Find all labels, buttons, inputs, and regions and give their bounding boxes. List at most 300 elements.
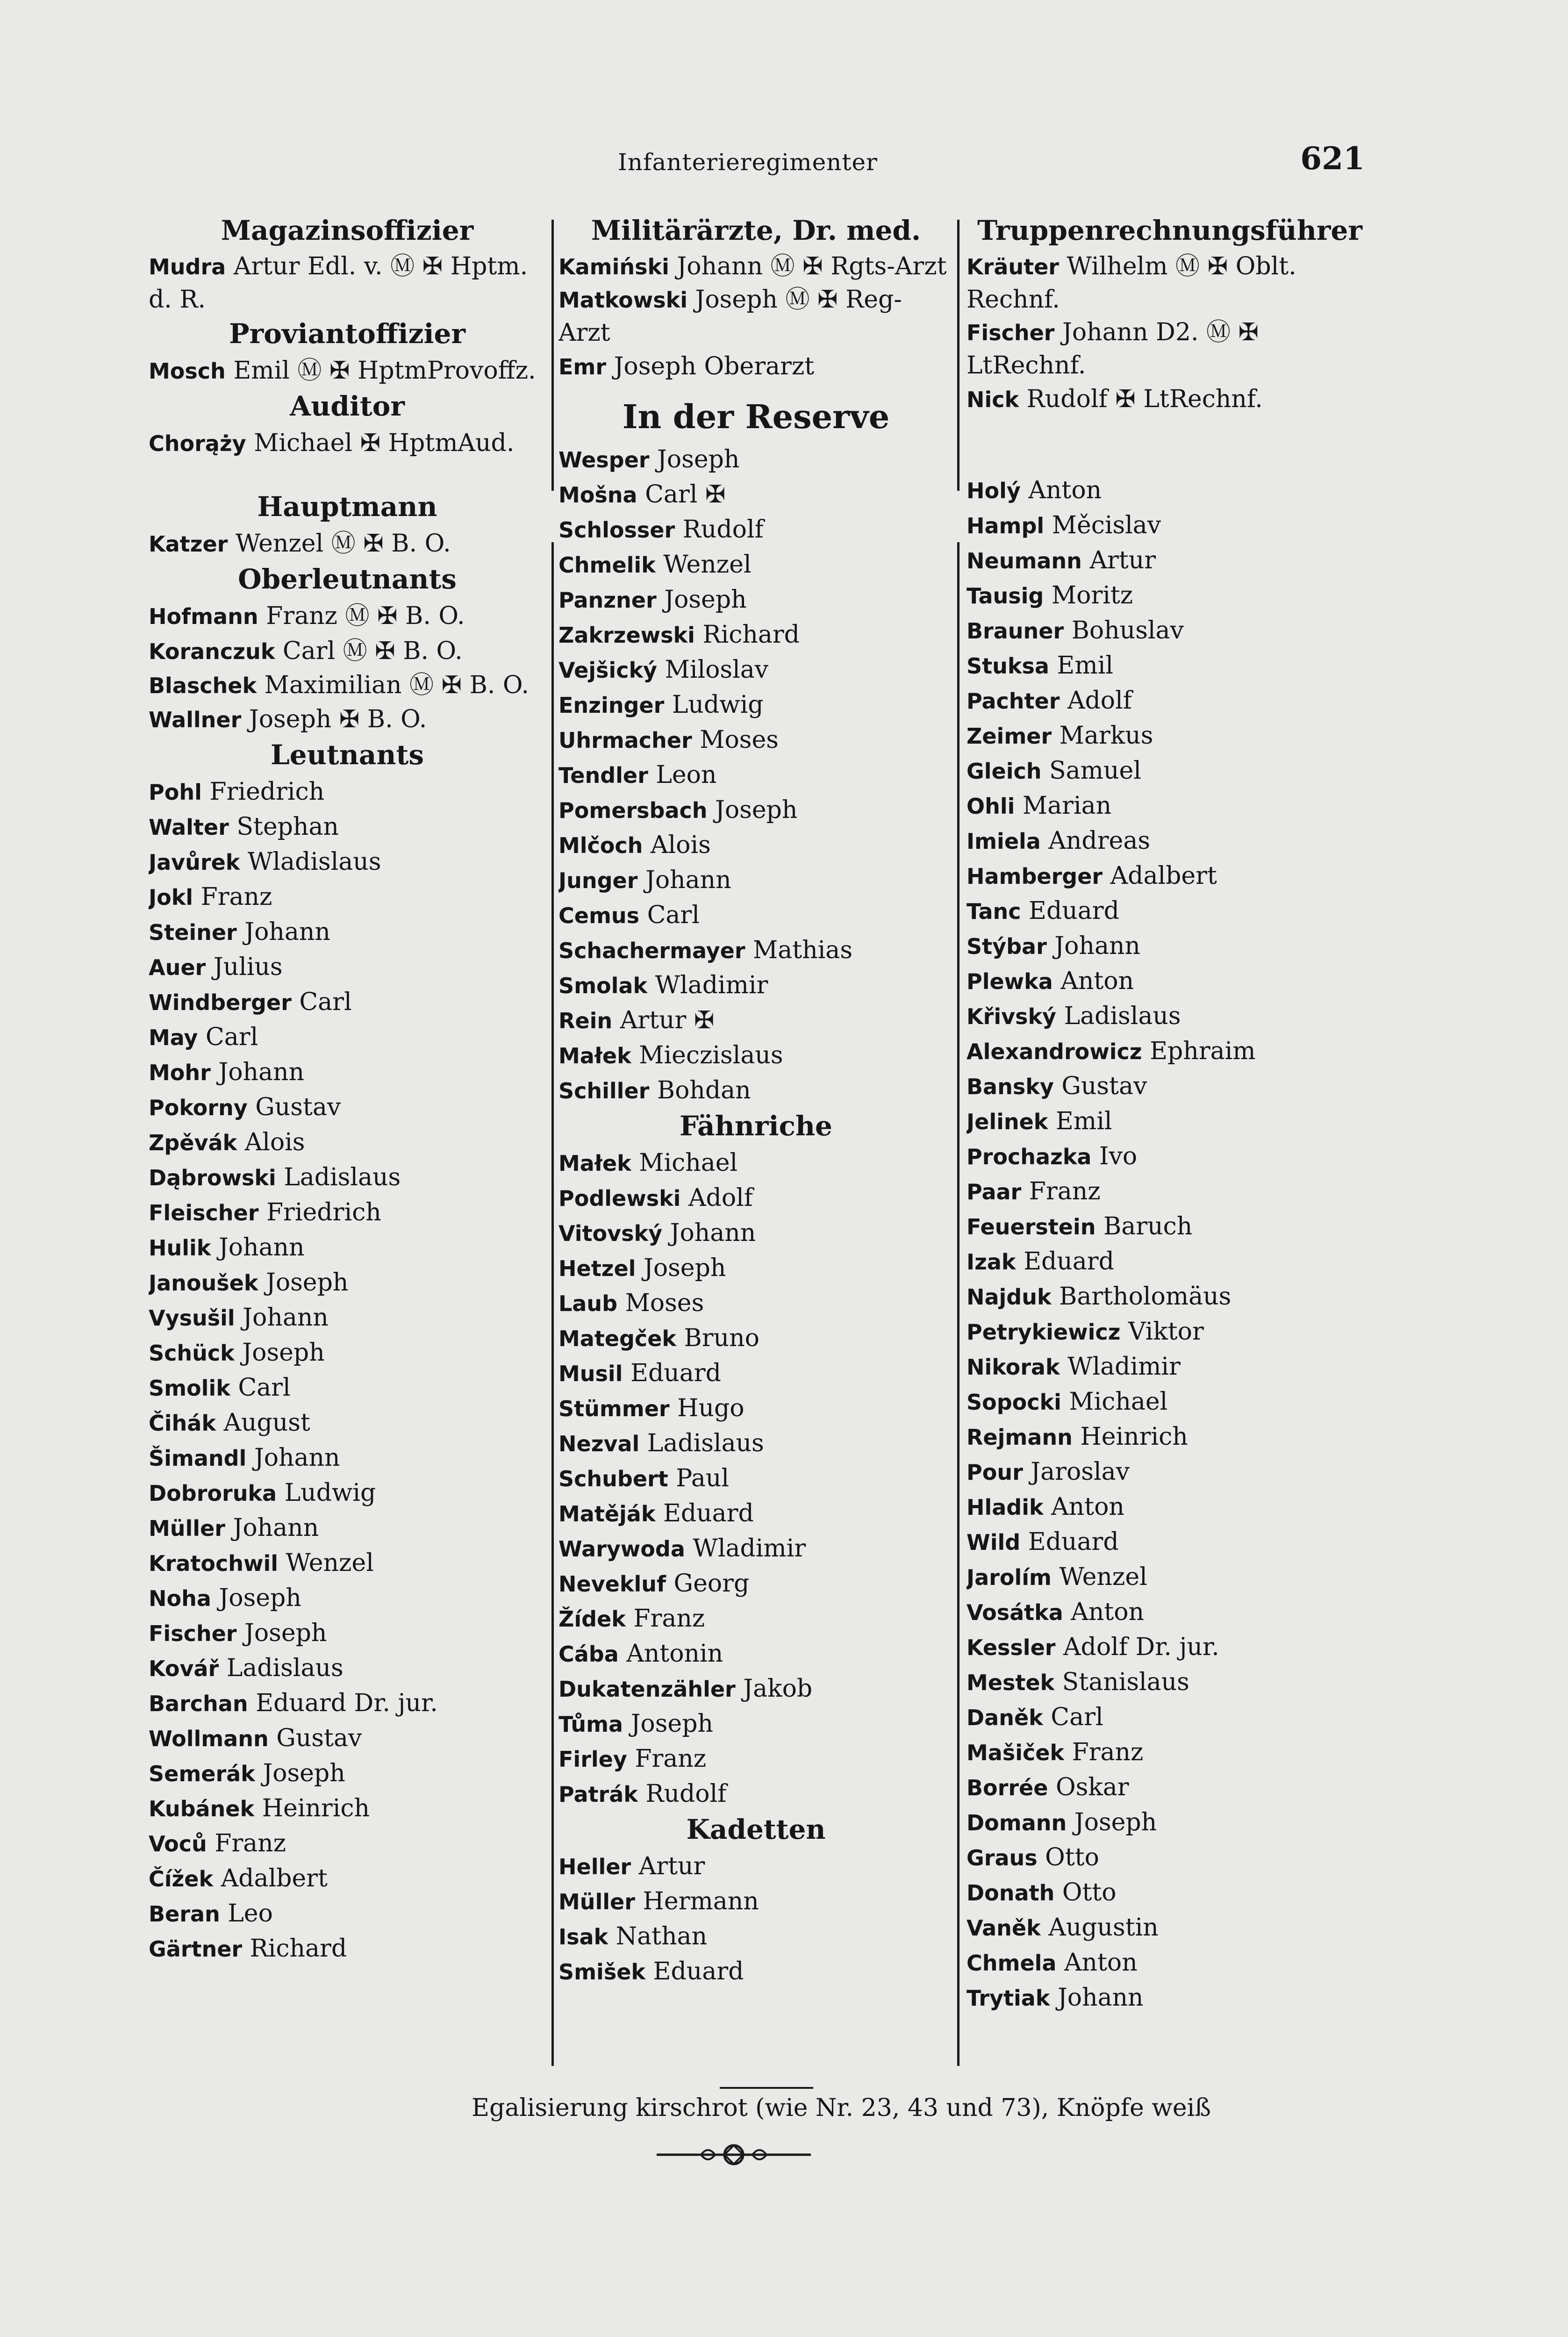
given-name: Michael — [1069, 1388, 1168, 1416]
roster-entry — [149, 950, 546, 985]
roster-entry — [149, 1090, 546, 1125]
surname: Katzer — [149, 531, 228, 557]
roster-entry — [149, 634, 546, 669]
roster-entry — [149, 1651, 546, 1686]
surname: Nikorak — [967, 1355, 1060, 1380]
given-name: Carl — [1051, 1703, 1103, 1731]
given-name: Johann — [645, 866, 731, 894]
roster-entry — [967, 578, 1373, 613]
roster-entry — [149, 1405, 546, 1441]
section-heading: Fähnriche — [680, 1110, 832, 1142]
surname: Mašiček — [967, 1740, 1065, 1765]
roster-entry — [967, 648, 1373, 683]
surname: Schück — [149, 1341, 235, 1366]
roster-entry — [967, 1279, 1373, 1314]
given-name: Ivo — [1099, 1142, 1138, 1170]
surname: Beran — [149, 1901, 220, 1927]
surname: Semerák — [149, 1761, 255, 1786]
surname: Isak — [558, 1924, 609, 1950]
roster-entry — [967, 250, 1373, 316]
given-name: Wladislaus — [247, 848, 381, 876]
surname: Tausig — [967, 583, 1044, 609]
surname: Fleischer — [149, 1200, 259, 1226]
roster-entry — [149, 599, 546, 634]
surname: Stýbar — [967, 934, 1047, 959]
column-1 — [149, 213, 546, 1966]
given-name: Joseph — [265, 1269, 349, 1297]
given-name: Leo — [228, 1900, 273, 1928]
surname: Nevekluf — [558, 1571, 666, 1597]
surname: Žídek — [558, 1606, 626, 1632]
surname: Stümmer — [558, 1396, 670, 1421]
roster-entry — [149, 1756, 546, 1791]
surname: Smolik — [149, 1376, 230, 1401]
roster-entry — [967, 1630, 1373, 1665]
given-name: Adalbert — [1110, 862, 1217, 890]
roster-entry — [967, 382, 1373, 417]
column-2 — [558, 213, 953, 1989]
given-name: Wilhelm Ⓜ ✠ Oblt. Rechnf. — [967, 252, 1296, 314]
given-name: Maximilian Ⓜ ✠ B. O. — [264, 671, 530, 699]
column-divider — [551, 220, 554, 491]
surname: Tůma — [558, 1712, 623, 1737]
given-name: Carl ✠ — [645, 480, 726, 509]
given-name: Friedrich — [209, 778, 325, 806]
roster-entry — [149, 426, 546, 461]
surname: Schachermayer — [558, 938, 745, 963]
given-name: Moses — [700, 726, 779, 754]
given-name: Jaroslav — [1031, 1458, 1130, 1486]
surname: Junger — [558, 868, 638, 893]
roster-entry — [967, 1174, 1373, 1209]
roster-entry — [967, 1665, 1373, 1700]
roster-entry — [558, 793, 953, 828]
surname: Matěják — [558, 1501, 656, 1527]
roster-entry — [558, 1566, 953, 1601]
roster-entry — [558, 1706, 953, 1742]
roster-entry — [558, 1461, 953, 1496]
section-gap — [967, 417, 1373, 426]
roster-entry — [967, 824, 1373, 859]
roster-entry — [149, 1370, 546, 1405]
roster-entry — [149, 1791, 546, 1826]
roster-entry — [967, 753, 1373, 789]
given-name: Johann — [1057, 1984, 1144, 2012]
surname: Firley — [558, 1747, 627, 1772]
surname: Emr — [558, 354, 607, 380]
surname: Zakrzewski — [558, 623, 695, 648]
roster-entry — [558, 1003, 953, 1038]
roster-entry — [558, 547, 953, 582]
given-name: Carl Ⓜ ✠ B. O. — [282, 637, 463, 665]
given-name: Gustav — [255, 1093, 341, 1121]
surname: Koranczuk — [149, 639, 275, 664]
roster-entry — [149, 1476, 546, 1511]
surname: Izak — [967, 1249, 1016, 1275]
surname: Prochazka — [967, 1144, 1092, 1169]
roster-entry — [558, 1496, 953, 1531]
roster-entry — [149, 1265, 546, 1300]
roster-entry — [149, 1931, 546, 1966]
surname: Chmelik — [558, 552, 656, 578]
surname: Blaschek — [149, 673, 257, 698]
given-name: Hermann — [643, 1887, 759, 1915]
given-name: Paul — [676, 1464, 730, 1492]
given-name: Anton — [1028, 476, 1102, 504]
surname: Dąbrowski — [149, 1165, 276, 1190]
surname: Vysušil — [149, 1305, 235, 1331]
roster-entry — [558, 688, 953, 723]
roster-entry — [967, 894, 1373, 929]
surname: Kratochwil — [149, 1551, 279, 1576]
roster-entry — [967, 1490, 1373, 1525]
given-name: Stephan — [236, 813, 339, 841]
roster-entry — [967, 613, 1373, 648]
roster-entry — [149, 845, 546, 880]
surname: Neumann — [967, 548, 1082, 573]
roster-entry — [558, 1321, 953, 1356]
given-name: Joseph — [715, 796, 798, 824]
given-name: Joseph — [244, 1619, 327, 1647]
footer-rule — [720, 2087, 813, 2089]
roster-entry — [149, 526, 546, 561]
roster-entry — [558, 1636, 953, 1671]
roster-entry — [149, 1195, 546, 1230]
given-name: Joseph — [1074, 1808, 1157, 1836]
column-divider — [551, 542, 554, 2066]
roster-entry — [558, 477, 953, 512]
surname: Chorąży — [149, 431, 246, 456]
given-name: Ladislaus — [1064, 1002, 1181, 1030]
roster-entry — [149, 1441, 546, 1476]
given-name: Wladimir — [1067, 1353, 1181, 1381]
roster-entry — [149, 1581, 546, 1616]
given-name: Joseph — [263, 1759, 345, 1787]
given-name: Leon — [656, 761, 717, 789]
given-name: Marian — [1022, 792, 1112, 820]
roster-entry — [149, 1055, 546, 1090]
roster-entry — [558, 512, 953, 547]
given-name: Carl — [299, 988, 352, 1016]
surname: Holý — [967, 478, 1021, 503]
roster-entry — [149, 353, 546, 388]
roster-entry — [558, 723, 953, 758]
given-name: Joseph Oberarzt — [614, 352, 815, 380]
roster-entry — [558, 1849, 953, 1884]
surname: Gärtner — [149, 1936, 243, 1962]
surname: Patrák — [558, 1782, 638, 1807]
roster-entry — [967, 1875, 1373, 1910]
roster-entry — [149, 1896, 546, 1931]
roster-entry — [558, 863, 953, 898]
given-name: Heinrich — [262, 1794, 370, 1822]
roster-entry — [558, 1356, 953, 1391]
given-name: Johann D2. Ⓜ ✠ LtRechnf. — [967, 318, 1259, 380]
surname: Janoušek — [149, 1270, 258, 1296]
roster-entry — [149, 1300, 546, 1335]
roster-entry — [967, 1455, 1373, 1490]
section-heading: Hauptmann — [257, 491, 437, 523]
surname: Rein — [558, 1008, 613, 1033]
given-name: Alois — [650, 831, 711, 859]
given-name: Ludwig — [284, 1479, 376, 1507]
surname: Wild — [967, 1530, 1021, 1555]
surname: Nick — [967, 387, 1019, 412]
section-heading: Leutnants — [270, 739, 424, 771]
roster-entry — [967, 1700, 1373, 1735]
given-name: Franz — [633, 1605, 705, 1633]
given-name: Johann — [244, 918, 330, 946]
given-name: Ladislaus — [226, 1654, 344, 1682]
given-name: Samuel — [1049, 757, 1141, 785]
surname: Musil — [558, 1361, 623, 1386]
given-name: Johann — [218, 1233, 305, 1262]
given-name: Anton — [1051, 1493, 1124, 1521]
roster-entry — [967, 964, 1373, 999]
given-name: Bruno — [684, 1324, 759, 1352]
roster-entry — [558, 1601, 953, 1636]
given-name: Richard — [250, 1935, 347, 1963]
given-name: Moses — [625, 1289, 704, 1317]
given-name: Joseph ✠ B. O. — [249, 705, 427, 733]
given-name: Anton — [1064, 1949, 1138, 1977]
given-name: Johann Ⓜ ✠ Rgts-Arzt — [677, 252, 947, 280]
section-heading: Magazinsoffizier — [221, 215, 474, 246]
given-name: Wladimir — [655, 971, 768, 999]
roster-entry — [149, 1546, 546, 1581]
surname: Stuksa — [967, 653, 1049, 679]
roster-entry — [558, 1146, 953, 1181]
surname: Chmela — [967, 1950, 1057, 1976]
roster-entry — [967, 1034, 1373, 1069]
roster-entry — [967, 1384, 1373, 1419]
surname: Feuerstein — [967, 1214, 1096, 1240]
roster-entry — [149, 669, 546, 702]
given-name: Wladimir — [693, 1534, 806, 1563]
roster-entry — [967, 789, 1373, 824]
surname: Mošna — [558, 482, 637, 508]
roster-entry — [967, 859, 1373, 894]
roster-entry — [149, 1230, 546, 1265]
roster-entry — [558, 1671, 953, 1706]
roster-entry — [558, 898, 953, 933]
surname: Pohl — [149, 780, 202, 805]
section-gap — [558, 384, 953, 394]
surname: Cemus — [558, 903, 640, 928]
surname: May — [149, 1025, 198, 1050]
given-name: Friedrich — [266, 1198, 381, 1226]
surname: Tanc — [967, 899, 1021, 924]
roster-entry — [967, 1770, 1373, 1805]
roster-entry — [558, 933, 953, 968]
given-name: Franz — [215, 1829, 286, 1857]
surname: Schlosser — [558, 517, 675, 543]
roster-entry — [558, 1884, 953, 1919]
given-name: Adolf Dr. jur. — [1063, 1633, 1219, 1661]
roster-entry — [558, 1038, 953, 1073]
roster-entry — [558, 1251, 953, 1286]
section-heading: Militärärzte, Dr. med. — [591, 215, 921, 246]
surname: Trytiak — [967, 1986, 1050, 2011]
roster-entry — [149, 774, 546, 810]
given-name: Markus — [1059, 722, 1153, 750]
section-gap — [149, 461, 546, 489]
roster-entry — [967, 316, 1373, 382]
given-name: Rudolf — [682, 516, 764, 544]
given-name: Adalbert — [221, 1864, 328, 1893]
surname: Nezval — [558, 1431, 640, 1456]
given-name: Carl — [238, 1374, 291, 1402]
roster-entry — [967, 718, 1373, 753]
surname: Mudra — [149, 254, 226, 280]
given-name: Michael ✠ HptmAud. — [254, 429, 515, 457]
roster-entry — [558, 652, 953, 688]
surname: Hofmann — [149, 604, 258, 629]
given-name: Joseph Ⓜ ✠ Reg-Arzt — [558, 286, 902, 347]
given-name: Franz — [1072, 1738, 1144, 1766]
surname: Rejmann — [967, 1425, 1073, 1450]
given-name: Artur ✠ — [620, 1006, 715, 1034]
surname: Cába — [558, 1642, 619, 1667]
given-name: Johann — [254, 1444, 340, 1472]
given-name: Nathan — [616, 1922, 708, 1950]
given-name: August — [223, 1409, 310, 1437]
roster-entry — [558, 1777, 953, 1812]
given-name: Ladislaus — [647, 1429, 764, 1457]
roster-entry — [149, 915, 546, 950]
roster-entry — [967, 1595, 1373, 1630]
surname: Čihák — [149, 1411, 216, 1436]
surname: Jarolím — [967, 1565, 1052, 1590]
roster-entry — [967, 543, 1373, 578]
given-name: Joseph — [643, 1254, 726, 1282]
given-name: Moritz — [1051, 581, 1133, 609]
surname: Graus — [967, 1845, 1038, 1871]
roster-entry — [149, 985, 546, 1020]
surname: Mategček — [558, 1326, 676, 1351]
surname: Tendler — [558, 763, 648, 788]
surname: Wesper — [558, 447, 650, 473]
roster-entry — [558, 1919, 953, 1954]
surname: Windberger — [149, 990, 292, 1015]
surname: Mohr — [149, 1060, 211, 1085]
surname: Petrykiewicz — [967, 1319, 1121, 1345]
roster-entry — [967, 1945, 1373, 1980]
given-name: Viktor — [1128, 1318, 1204, 1346]
given-name: Franz — [200, 883, 272, 911]
roster-entry — [558, 968, 953, 1003]
surname: Panzner — [558, 588, 657, 613]
roster-entry — [149, 702, 546, 737]
roster-entry — [967, 473, 1373, 508]
given-name: Eduard — [1029, 897, 1119, 925]
given-name: Andreas — [1048, 827, 1151, 855]
given-name: Bohdan — [657, 1076, 751, 1104]
roster-entry — [149, 1335, 546, 1370]
surname: Walter — [149, 815, 229, 840]
surname: Zpěvák — [149, 1130, 237, 1155]
surname: Auer — [149, 955, 206, 980]
given-name: Mathias — [753, 936, 852, 964]
section-heading: In der Reserve — [622, 397, 890, 436]
roster-entry — [967, 1314, 1373, 1349]
surname: Dobroruka — [149, 1481, 277, 1506]
surname: Najduk — [967, 1284, 1052, 1310]
given-name: Ladislaus — [284, 1163, 401, 1191]
roster-entry — [558, 1073, 953, 1108]
given-name: Joseph — [242, 1339, 325, 1367]
surname: Imiela — [967, 829, 1041, 854]
given-name: Johann — [233, 1514, 319, 1542]
given-name: Wenzel — [286, 1549, 374, 1577]
surname: Vaněk — [967, 1915, 1041, 1941]
given-name: Gustav — [276, 1724, 362, 1752]
roster-entry — [149, 1020, 546, 1055]
surname: Müller — [558, 1889, 635, 1914]
roster-entry — [967, 1209, 1373, 1244]
surname: Matkowski — [558, 287, 687, 313]
roster-entry — [967, 1840, 1373, 1875]
given-name: Mieczislaus — [639, 1041, 783, 1069]
given-name: Artur — [1089, 546, 1156, 574]
surname: Gleich — [967, 759, 1042, 784]
given-name: Johann — [218, 1058, 304, 1086]
roster-entry — [967, 1805, 1373, 1840]
surname: Jelinek — [967, 1109, 1048, 1134]
roster-entry — [149, 1616, 546, 1651]
roster-entry — [967, 1349, 1373, 1384]
surname: Wallner — [149, 707, 242, 732]
surname: Paar — [967, 1179, 1022, 1204]
roster-entry — [558, 582, 953, 617]
surname: Křivský — [967, 1004, 1057, 1029]
roster-entry — [149, 810, 546, 845]
roster-entry — [149, 250, 546, 316]
given-name: Johann — [670, 1219, 756, 1247]
surname: Dukatenzähler — [558, 1677, 736, 1702]
roster-entry — [967, 1139, 1373, 1174]
given-name: Stanislaus — [1062, 1668, 1189, 1696]
footer-note: Egalisierung kirschrot (wie Nr. 23, 43 und 73), Knöpfe weiß — [472, 2094, 1211, 2122]
given-name: Augustin — [1048, 1914, 1159, 1942]
roster-entry — [558, 442, 953, 477]
section-heading: Kadetten — [686, 1814, 826, 1845]
roster-entry — [558, 1426, 953, 1461]
roster-entry — [558, 349, 953, 384]
roster-entry — [558, 1954, 953, 1989]
surname: Małek — [558, 1151, 631, 1176]
surname: Mestek — [967, 1670, 1055, 1695]
given-name: Miloslav — [665, 656, 769, 684]
given-name: Carl — [647, 901, 700, 929]
roster-entry — [967, 999, 1373, 1034]
roster-entry — [967, 1980, 1373, 2015]
roster-entry — [967, 1104, 1373, 1139]
given-name: Richard — [702, 621, 800, 649]
roster-entry — [149, 1861, 546, 1896]
section-heading: Truppenrechnungsführer — [977, 215, 1362, 246]
surname: Kräuter — [967, 254, 1059, 280]
given-name: Eduard — [663, 1499, 754, 1527]
given-name: Carl — [205, 1023, 258, 1051]
roster-entry — [967, 1525, 1373, 1560]
surname: Ohli — [967, 794, 1015, 819]
surname: Barchan — [149, 1691, 248, 1716]
surname: Borrée — [967, 1775, 1048, 1800]
surname: Noha — [149, 1586, 211, 1611]
given-name: Wenzel — [663, 551, 752, 579]
given-name: Heinrich — [1080, 1423, 1188, 1451]
